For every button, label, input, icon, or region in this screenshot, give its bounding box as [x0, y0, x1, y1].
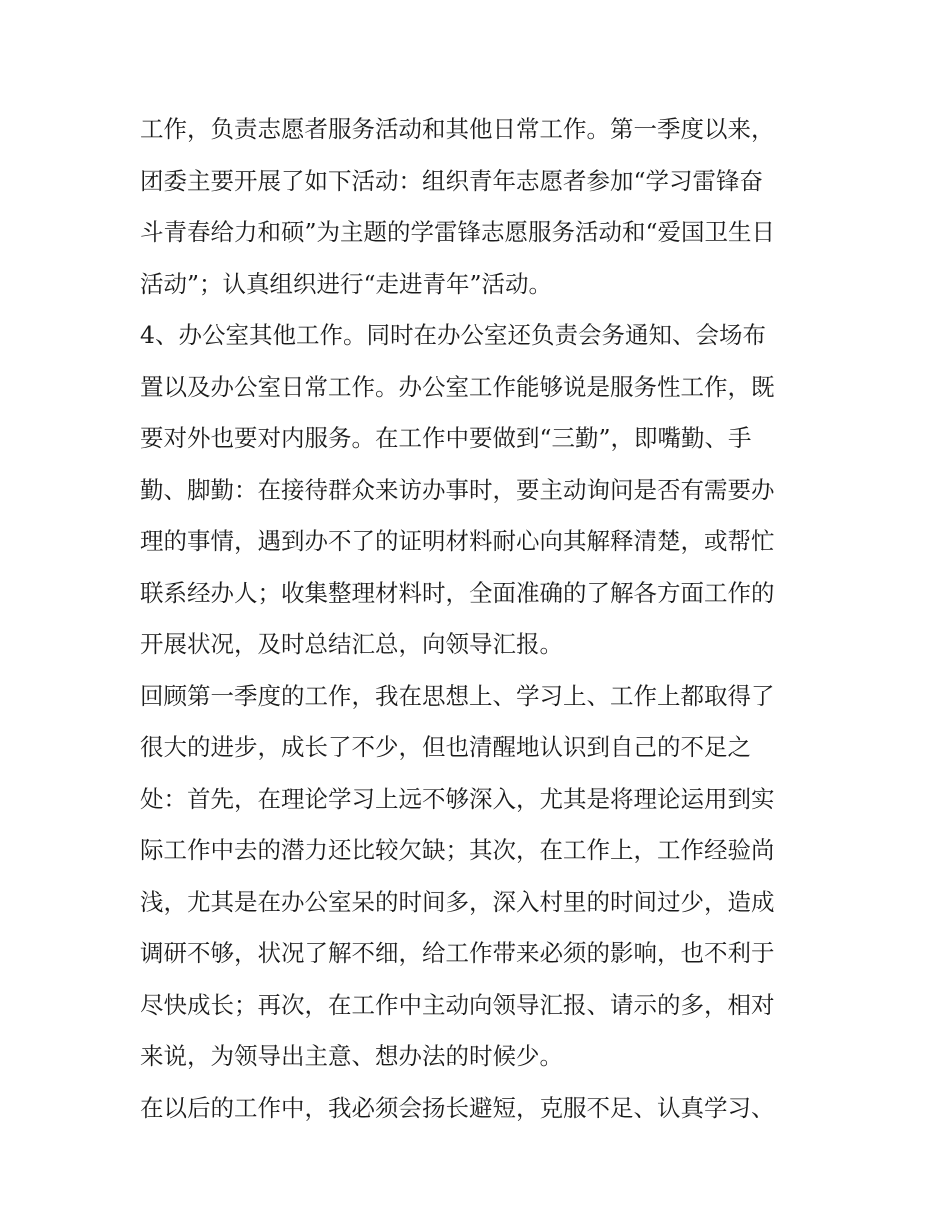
document-body [140, 104, 812, 1134]
text-line: 团委主要开展了如下活动：组织青年志愿者参加“学习雷锋奋 [140, 166, 764, 195]
text-line: 理的事情，遇到办不了的证明材料耐心向其解释清楚，或帮忙 [140, 527, 775, 555]
text-line: 很大的进步，成长了不少，但也清醒地认识到自己的不足之 [140, 733, 751, 761]
text-line: 置以及办公室日常工作。办公室工作能够说是服务性工作，既 [140, 372, 775, 401]
text-line: 联系经办人；收集整理材料时，全面准确的了解各方面工作的 [140, 578, 775, 607]
text-line: 际工作中去的潜力还比较欠缺；其次，在工作上，工作经验尚 [140, 836, 775, 864]
text-line: 开展状况，及时总结汇总，向领导汇报。 [140, 630, 563, 658]
text-line: 勤、脚勤：在接待群众来访办事时，要主动询问是否有需要办 [140, 475, 775, 504]
text-line: 尽快成长；再次，在工作中主动向领导汇报、请示的多，相对 [140, 990, 775, 1019]
text-line: 调研不够，状况了解不细，给工作带来必须的影响，也不利于 [140, 939, 775, 967]
paragraph-future-work [140, 1083, 812, 1135]
text-line: 工作，负责志愿者服务活动和其他日常工作。第一季度以来， [140, 115, 775, 143]
text-line: 处：首先，在理论学习上远不够深入，尤其是将理论运用到实 [140, 784, 775, 813]
paragraph-youth-league [140, 104, 812, 310]
text-line: 活动”；认真组织进行“走进青年”活动。 [140, 269, 553, 298]
paragraph-review [140, 671, 812, 1083]
text-line: 4、办公室其他工作。同时在办公室还负责会务通知、会场布 [140, 321, 766, 349]
text-line: 回顾第一季度的工作，我在思想上、学习上、工作上都取得了 [140, 681, 775, 710]
text-line: 在以后的工作中，我必须会扬长避短，克服不足、认真学习、 [140, 1093, 775, 1122]
paragraph-office-work [140, 310, 812, 671]
text-line: 浅，尤其是在办公室呆的时间多，深入村里的时间过少，造成 [140, 887, 775, 916]
text-line: 要对外也要对内服务。在工作中要做到“三勤”，即嘴勤、手 [140, 424, 752, 452]
text-line: 斗青春给力和硕”为主题的学雷锋志愿服务活动和“爱国卫生日 [140, 218, 776, 246]
text-line: 来说，为领导出主意、想办法的时候少。 [140, 1042, 563, 1070]
